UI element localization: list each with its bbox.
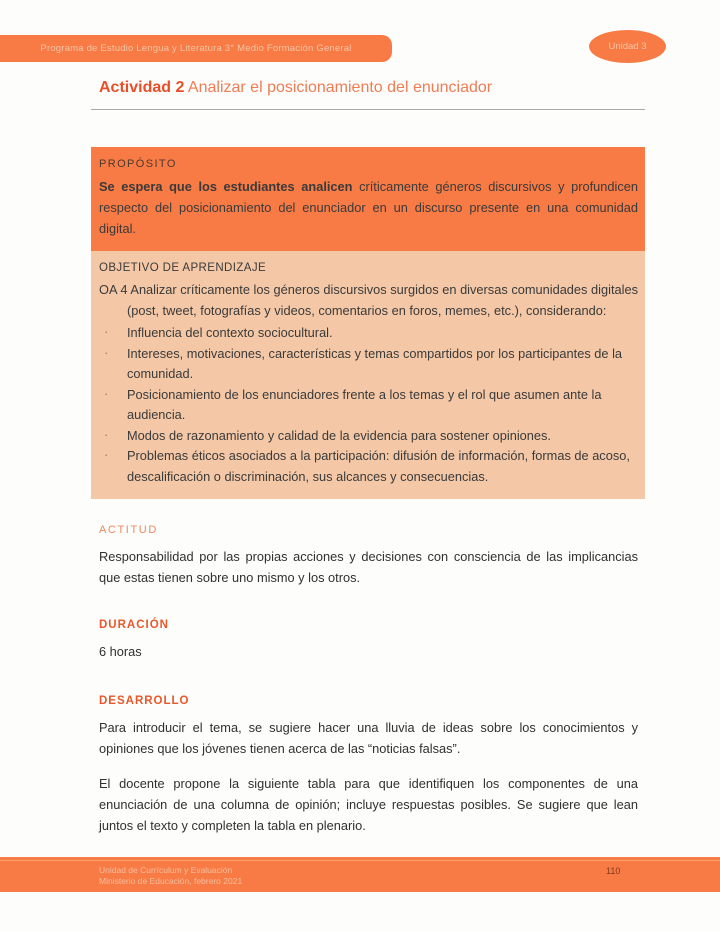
proposito-box — [91, 147, 645, 251]
objetivo-bullet-list — [99, 323, 638, 487]
duracion-body: 6 horas — [99, 644, 142, 659]
unit-badge — [589, 30, 666, 63]
proposito-body — [99, 176, 638, 239]
proposito-rest: críticamente géneros discursivos y profundicen respecto del posicionamiento del enunciador en un discurso presente en una comunidad digital. — [99, 179, 638, 236]
page-content — [91, 78, 645, 836]
objetivo-bullet-item: · Problemas éticos asociados a la participación: difusión de información, formas de acoso, descalificación o discriminación, sus alcances y consecuencias. — [99, 446, 638, 487]
actitud-heading: ACTITUD — [99, 524, 158, 536]
program-banner — [0, 35, 392, 62]
footer-credits — [99, 865, 242, 887]
objetivo-bullet-item: · Posicionamiento de los enunciadores frente a los temas y el rol que asumen ante la audiencia. — [99, 385, 638, 426]
page-footer — [0, 857, 720, 892]
proposito-heading: PROPÓSITO — [99, 158, 177, 170]
objetivo-bullet-item: · Influencia del contexto sociocultural. — [99, 323, 638, 344]
proposito-lead: Se espera que los estudiantes analicen — [99, 179, 353, 194]
footer-bar — [0, 861, 720, 892]
title-divider — [91, 109, 645, 110]
activity-number: Actividad 2 — [99, 79, 185, 96]
objetivo-intro: OA 4 Analizar críticamente los géneros discursivos surgidos en diversas comunidades digitales (post, tweet, fotografías y videos, comentarios en foros, memes, etc.), considerando: — [99, 282, 638, 318]
actitud-body: Responsabilidad por las propias acciones y decisiones con consciencia de las implicancias que estas tienen sobre uno mismo y los otros. — [99, 549, 638, 585]
activity-name: Analizar el posicionamiento del enunciador — [184, 79, 493, 96]
objetivo-bullet-item: · Intereses, motivaciones, características y temas compartidos por los participantes de la comunidad. — [99, 344, 638, 385]
desarrollo-heading: DESARROLLO — [99, 695, 190, 707]
objetivo-heading: OBJETIVO DE APRENDIZAJE — [99, 262, 267, 274]
unit-badge-label: Unidad 3 — [608, 41, 647, 52]
objetivo-box — [91, 251, 645, 499]
duracion-heading: DURACIÓN — [99, 619, 169, 631]
footer-credits-line1: Unidad de Currículum y Evaluación — [99, 865, 233, 875]
desarrollo-paragraph: Para introducir el tema, se sugiere hacer una lluvia de ideas sobre los conocimientos y opiniones que los jóvenes tienen acerca de las “noticias falsas”. — [99, 720, 638, 756]
program-banner-label: Programa de Estudio Lengua y Literatura 3° Medio Formación General — [40, 43, 352, 54]
objetivo-bullet-item: · Modos de razonamiento y calidad de la evidencia para sostener opiniones. — [99, 426, 638, 447]
page-number: 110 — [606, 866, 621, 876]
page-title — [91, 78, 645, 98]
desarrollo-paragraph: El docente propone la siguiente tabla para que identifiquen los componentes de una enunciación de una columna de opinión; incluye respuestas posibles. Se sugiere que lean juntos el texto y completen la tabla en plenario. — [99, 776, 638, 833]
footer-credits-line2: Ministerio de Educación, febrero 2021 — [99, 876, 243, 886]
